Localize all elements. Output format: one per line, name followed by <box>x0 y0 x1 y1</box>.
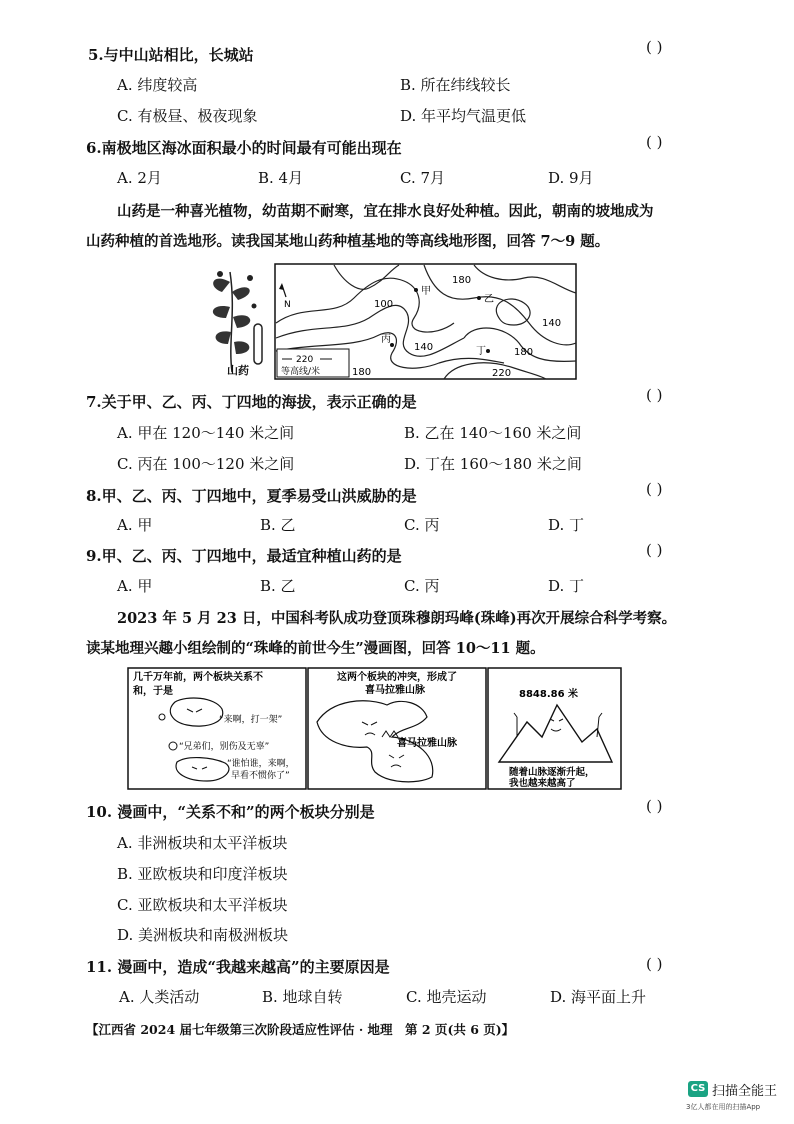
q7-answer-blank[interactable]: ( ) <box>646 386 663 404</box>
q11-option-d: D. 海平面上升 <box>550 988 647 1006</box>
q7-option-a: A. 甲在 120～140 米之间 <box>117 424 295 442</box>
place-label-yi: 乙 <box>484 294 494 305</box>
q10-stem: 10. 漫画中，“关系不和”的两个板块分别是 <box>86 803 375 821</box>
scanner-logo-icon: CS <box>688 1081 708 1097</box>
q11-stem: 11. 漫画中，造成“我越来越高”的主要原因是 <box>86 958 390 976</box>
q7-stem: 7.关于甲、乙、丙、丁四地的海拔，表示正确的是 <box>86 393 417 411</box>
panel3-caption-line1: 随着山脉逐渐升起， <box>509 767 595 778</box>
panel2-caption-line1: 这两个板块的冲突，形成了 <box>337 672 457 683</box>
panel3-caption-line2: 我也越来越高了 <box>509 778 576 789</box>
q5-option-a: A. 纬度较高 <box>117 76 198 94</box>
q10-option-a: A. 非洲板块和太平洋板块 <box>117 834 288 852</box>
q8-option-d: D. 丁 <box>548 516 585 534</box>
q9-option-d: D. 丁 <box>548 577 585 595</box>
q11-option-b: B. 地球自转 <box>262 988 343 1006</box>
legend-label: 等高线/米 <box>281 367 321 377</box>
q9-option-b: B. 乙 <box>260 577 296 595</box>
contour-map <box>274 263 577 380</box>
contour-label-140-center: 140 <box>414 342 434 353</box>
place-dot-ding <box>486 349 490 353</box>
q5-option-d: D. 年平均气温更低 <box>400 107 527 125</box>
q6-option-d: D. 9月 <box>548 169 594 187</box>
q10-option-c: C. 亚欧板块和太平洋板块 <box>117 896 288 914</box>
panel1-speech-1: “来啊，打一架” <box>219 715 283 725</box>
q5-stem: 5.与中山站相比，长城站 <box>88 46 254 64</box>
q11-answer-blank[interactable]: ( ) <box>646 955 663 973</box>
comic-panel-2 <box>307 667 487 790</box>
q6-option-a: A. 2月 <box>117 169 162 187</box>
q9-stem: 9.甲、乙、丙、丁四地中，最适宜种植山药的是 <box>86 547 402 565</box>
contour-label-100: 100 <box>374 299 394 310</box>
q6-option-c: C. 7月 <box>400 169 446 187</box>
panel3-height-label: 8848.86 米 <box>519 689 579 700</box>
q5-answer-blank[interactable]: ( ) <box>646 38 663 56</box>
q9-option-c: C. 丙 <box>404 577 440 595</box>
q6-option-b: B. 4月 <box>258 169 304 187</box>
panel1-speech-3a: “谁怕谁，来啊， <box>227 759 295 769</box>
intro2-line1: 2023 年 5 月 23 日，中国科考队成功登顶珠穆朗玛峰(珠峰)再次开展综合科学考察。 <box>117 610 677 627</box>
q10-answer-blank[interactable]: ( ) <box>646 797 663 815</box>
intro1-line1: 山药是一种喜光植物，幼苗期不耐寒，宜在排水良好处种植。因此，朝南的坡地成为 <box>117 203 654 220</box>
q9-answer-blank[interactable]: ( ) <box>646 541 663 559</box>
q5-option-b: B. 所在纬线较长 <box>400 76 511 94</box>
comic-panel-3 <box>487 667 622 790</box>
scanner-brand-name: 扫描全能王 <box>712 1084 778 1099</box>
place-dot-yi <box>477 296 481 300</box>
contour-label-220: 220 <box>492 368 512 379</box>
page-footer: 【江西省 2024 届七年级第三次阶段适应性评估 · 地理 第 2 页(共 6 页)】 <box>86 1022 515 1037</box>
contour-label-180-right: 180 <box>514 347 534 358</box>
q8-stem: 8.甲、乙、丙、丁四地中，夏季易受山洪威胁的是 <box>86 487 417 505</box>
q11-option-a: A. 人类活动 <box>119 988 200 1006</box>
q8-option-a: A. 甲 <box>117 516 153 534</box>
q7-option-c: C. 丙在 100～120 米之间 <box>117 455 295 473</box>
intro2-line2: 读某地理兴趣小组绘制的“珠峰的前世今生”漫画图，回答 10～11 题。 <box>86 640 545 657</box>
intro1-line2: 山药种植的首选地形。读我国某地山药种植基地的等高线地形图，回答 7～9 题。 <box>86 233 610 250</box>
q10-option-b: B. 亚欧板块和印度洋板块 <box>117 865 288 883</box>
q8-answer-blank[interactable]: ( ) <box>646 480 663 498</box>
contour-label-140-right: 140 <box>542 318 562 329</box>
panel2-caption-line2: 喜马拉雅山脉 <box>365 685 425 696</box>
panel2-mountain-label: 喜马拉雅山脉 <box>397 738 457 749</box>
q10-option-d: D. 美洲板块和南极洲板块 <box>117 926 289 944</box>
legend-value: 220 <box>296 355 314 365</box>
north-label: N <box>284 300 291 310</box>
place-dot-jia <box>414 288 418 292</box>
q6-stem: 6.南极地区海冰面积最小的时间最有可能出现在 <box>86 139 402 157</box>
plant-caption: 山药 <box>227 364 249 377</box>
contour-label-180-top: 180 <box>452 275 472 286</box>
contour-label-180-bottom: 180 <box>352 367 372 378</box>
scanner-brand-tagline: 3亿人都在用的扫描App <box>686 1103 761 1111</box>
place-label-jia: 甲 <box>421 286 431 297</box>
q6-answer-blank[interactable]: ( ) <box>646 133 663 151</box>
q9-option-a: A. 甲 <box>117 577 153 595</box>
q7-option-d: D. 丁在 160～180 米之间 <box>404 455 582 473</box>
q7-option-b: B. 乙在 140～160 米之间 <box>404 424 582 442</box>
panel1-speech-3b: 早看不惯你了” <box>231 771 290 781</box>
q5-option-c: C. 有极昼、极夜现象 <box>117 107 258 125</box>
place-label-ding: 丁 <box>476 346 486 357</box>
panel1-speech-2: “兄弟们，别伤及无辜” <box>179 742 270 752</box>
panel1-caption-line1: 几千万年前，两个板块关系不 <box>133 672 263 683</box>
panel1-caption-line2: 和，于是 <box>133 686 173 697</box>
comic-panel-1 <box>127 667 307 790</box>
q11-option-c: C. 地壳运动 <box>406 988 487 1006</box>
q8-option-b: B. 乙 <box>260 516 296 534</box>
q8-option-c: C. 丙 <box>404 516 440 534</box>
place-label-bing: 丙 <box>381 334 391 345</box>
